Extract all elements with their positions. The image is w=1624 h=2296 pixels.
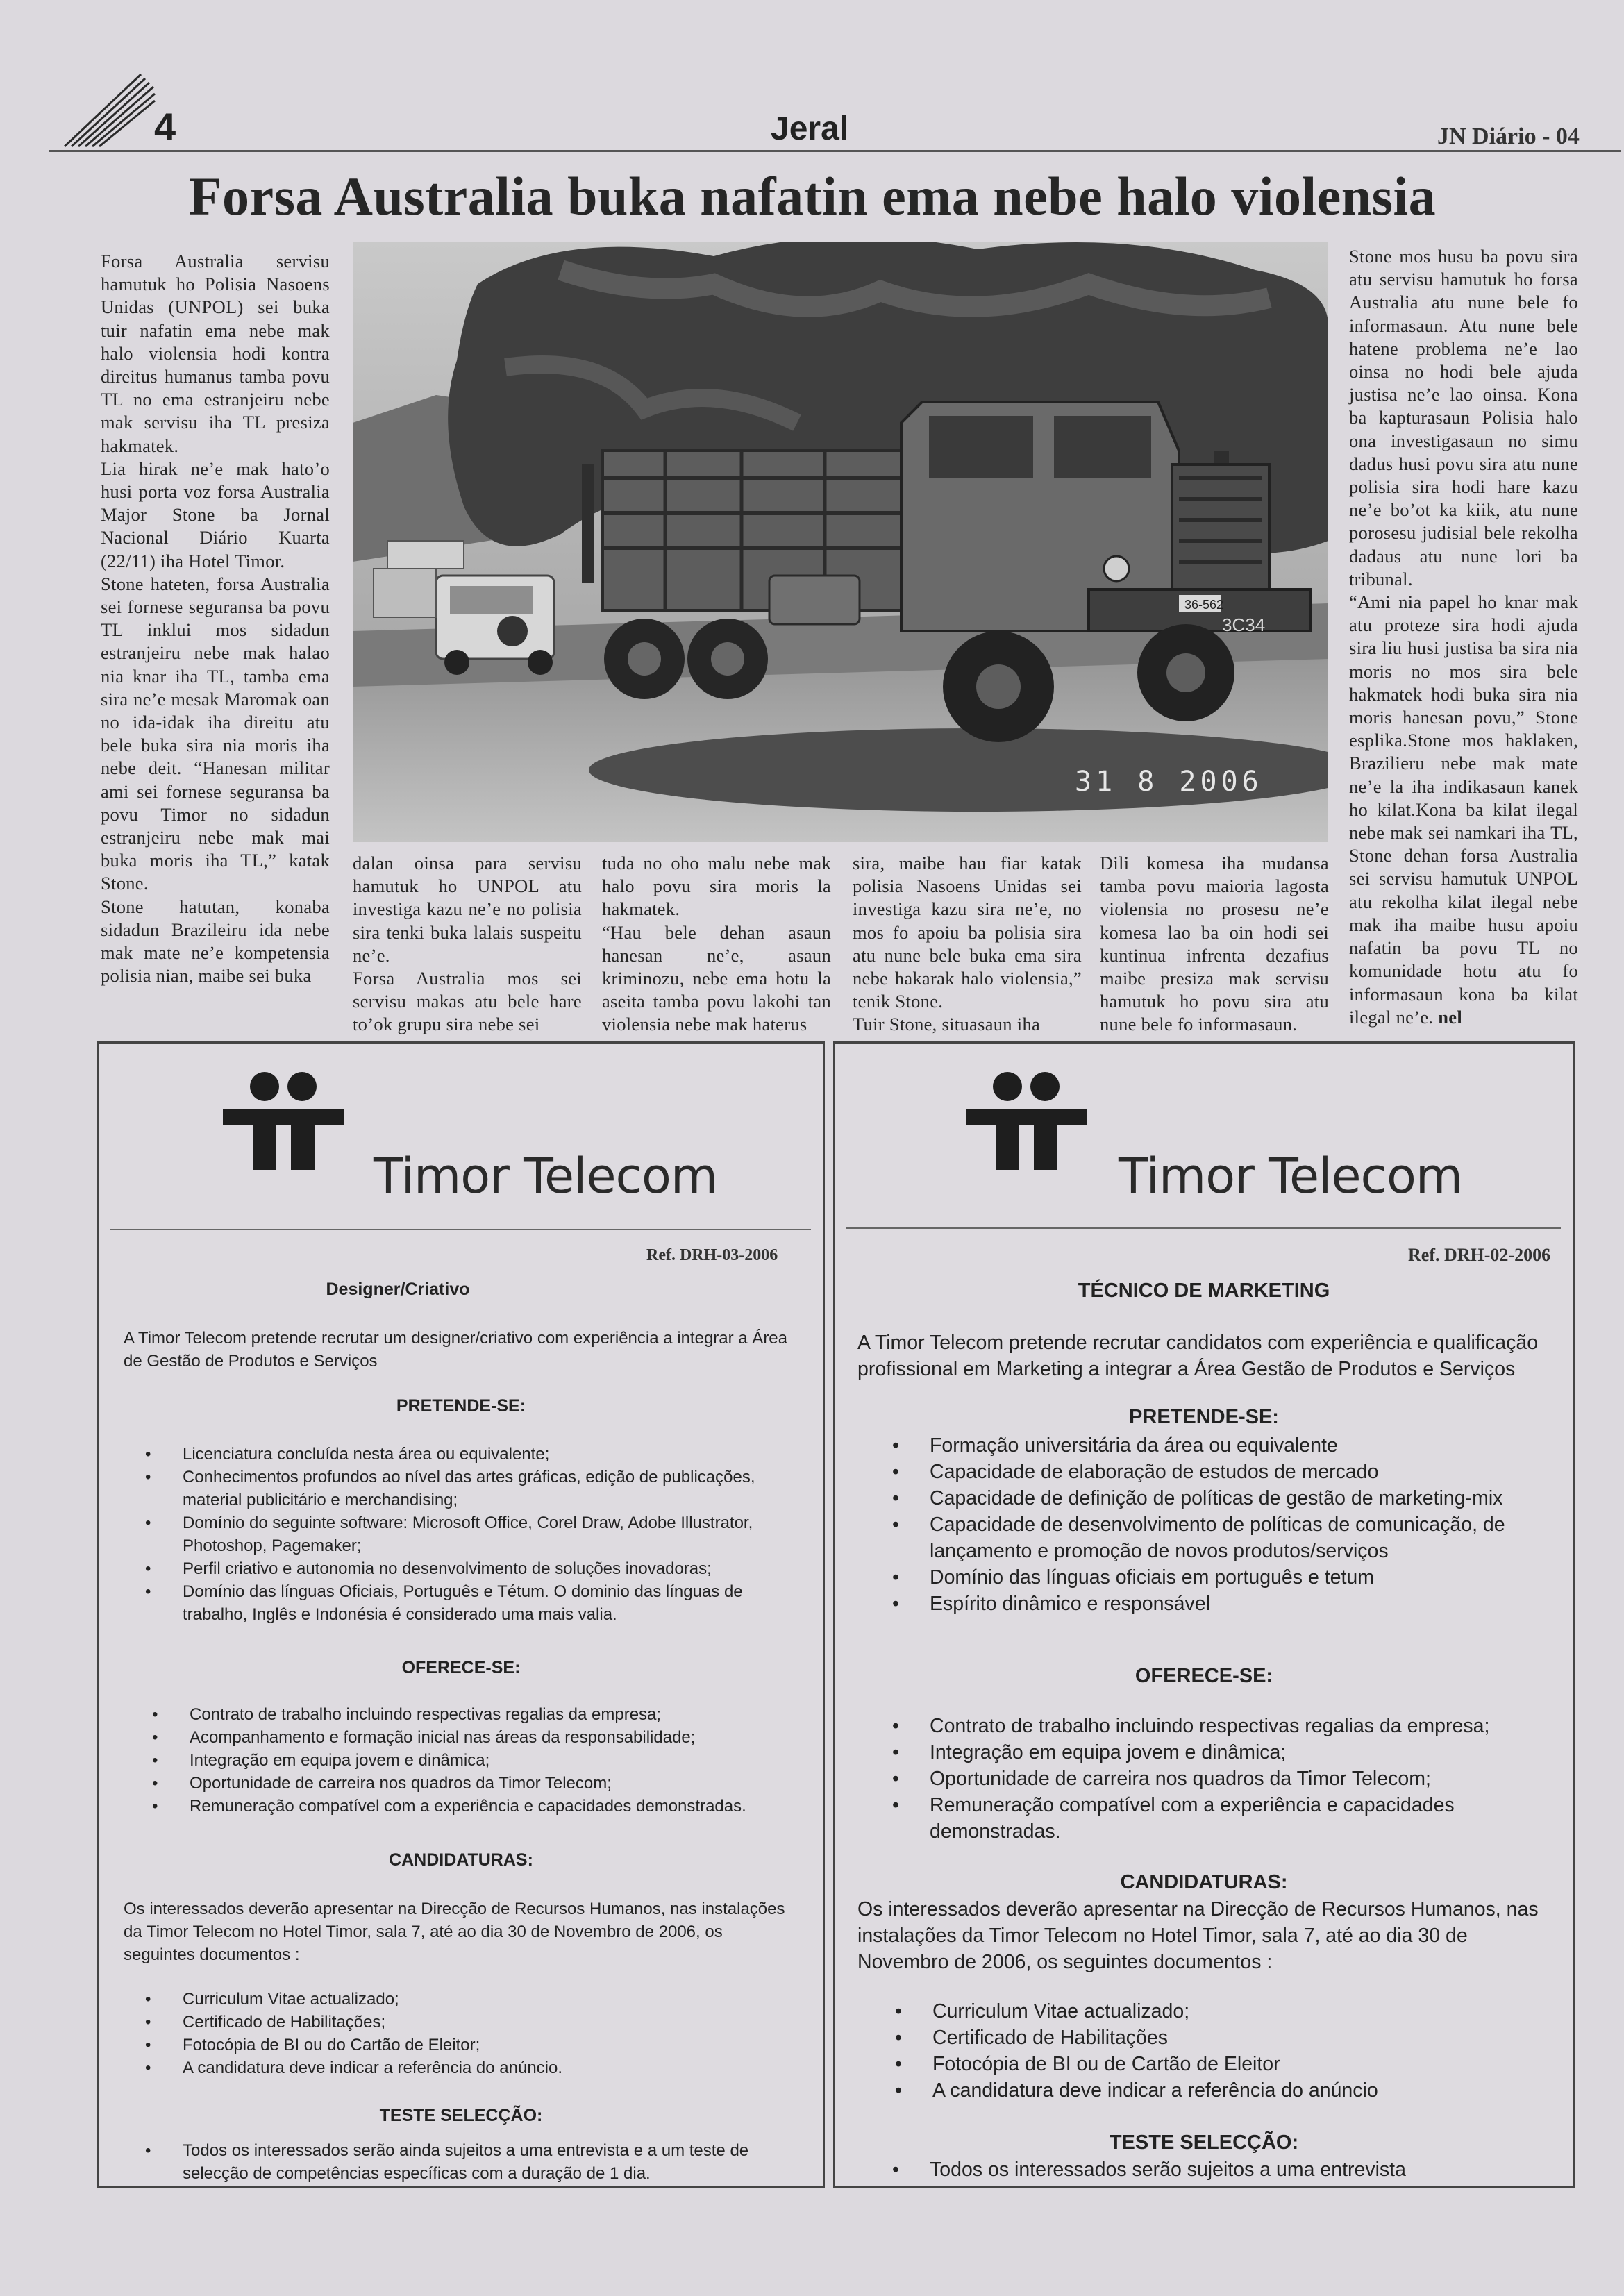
ad-offer-title: OFERECE-SE:	[1135, 1665, 1273, 1687]
ad-reference: Ref. DRH-03-2006	[646, 1246, 778, 1264]
ad-apply-title: CANDIDATURAS:	[1120, 1871, 1288, 1893]
paragraph: “Hau bele dehan asaun hanesan ne’e, asaun kriminozu, nebe ema hotu la aseita tamba povu lakohi tan violensia nebe mak haterus	[602, 921, 831, 1035]
list-item: • Fotocópia de BI ou do Cartão de Eleitor;	[141, 2034, 780, 2056]
paragraph	[1349, 591, 1578, 1029]
ad-test-list	[888, 2156, 1555, 2183]
paragraph: Lia hirak ne’e mak hato’o husi porta voz forsa Australia Major Stone ba Jornal Nacional Diário Kuarta (22/11) iha Hotel Timor.	[101, 458, 330, 571]
ad-requirements-title: PRETENDE-SE:	[396, 1396, 526, 1416]
paragraph-text: “Ami nia papel ho knar mak atu proteze sira hodi ajuda sira liu husi justisa ba sira nia moris no mos sira bele hakmatek hodi buka sira nia moris hanesan povu,” Stone esplika.Stone mos haklaken, Brazilieru nebe mak mate ne’e la iha indikasaun kanek ho kilat.Kona ba kilat ilegal nebe mak sei namkari iha TL, Stone dehan forsa Australia sei servisu hamutuk UNPOL atu rekolha kilat ilegal nebe mak iha maibe husu apoiu nafatin ba povu TL no komunidade hotu atu fo informasaun kona ba kilat ilegal ne’e.	[1349, 592, 1578, 1028]
paragraph: sira, maibe hau fiar katak polisia Nasoens Unidas sei investiga kazu sira ne’e, no mos fo apoiu ba polisia sira atu nune bele buka ema sira nebe hakarak halo violensia,” tenik Stone.	[853, 853, 1082, 1012]
ad-documents-list	[141, 1988, 780, 2079]
list-item: • Curriculum Vitae actualizado;	[141, 1988, 780, 2011]
photo-plate-2: 3C34	[1222, 614, 1266, 635]
photo-date-stamp: 31 8 2006	[1075, 766, 1263, 798]
paragraph: Tuir Stone, situasaun iha	[853, 1014, 1041, 1035]
ad-offer-list	[148, 1703, 787, 1818]
list-item: • Domínio das línguas Oficiais, Português e Tétum. O dominio das línguas de trabalho, Inglês e Indonésia é considerado uma mais valia.	[141, 1580, 780, 1626]
ad-test-title: TESTE SELECÇÃO:	[1109, 2131, 1299, 2154]
ad-position: Designer/Criativo	[326, 1280, 470, 1299]
article-column-6	[1349, 245, 1578, 1029]
paragraph: dalan oinsa para servisu hamutuk ho UNPOL atu investiga kazu ne’e no polisia sira tenki buka lalais suspeitu ne’e.	[353, 853, 582, 966]
list-item: • Formação universitária da área ou equivalente	[888, 1432, 1555, 1459]
ad-requirements-list	[888, 1432, 1555, 1617]
list-item: • Contrato de trabalho incluindo respectivas regalias da empresa;	[888, 1713, 1555, 1739]
list-item: • Oportunidade de carreira nos quadros da Timor Telecom;	[888, 1766, 1555, 1792]
list-item: • Remuneração compatível com a experiência e capacidades demonstradas.	[148, 1795, 787, 1818]
article-column-3	[602, 852, 831, 1037]
ad-offer-title: OFERECE-SE:	[401, 1658, 521, 1677]
ad-brand: Timor Telecom	[1119, 1148, 1463, 1205]
paragraph: Stone mos husu ba povu sira atu servisu hamutuk ho forsa Australia atu nune bele fo informasaun. Atu nune bele hatene problema ne’e lao oinsa no hodi bele ajuda justisa ne’e lao oinsa. Kona ba kapturasaun Polisia halo ona investigasaun no simu dadus husi povu sira atu nune polisia sira hodi hare kazu ne’e bo’ot ka kiik, atu nune porosesu judisial bele rekolha dadaus atu nune lori ba tribunal.	[1349, 246, 1578, 589]
paragraph: tuda no oho malu nebe mak halo povu sira moris la hakmatek.	[602, 853, 831, 920]
list-item: • Integração em equipa jovem e dinâmica;	[148, 1749, 787, 1772]
article-column-5	[1100, 852, 1329, 1037]
ad-apply-text: Os interessados deverão apresentar na Direcção de Recursos Humanos, nas instalações da Timor Telecom no Hotel Timor, sala 7, até ao dia 30 de Novembro de 2006, os seguintes documentos :	[124, 1900, 785, 1964]
article-headline: Forsa Australia buka nafatin ema nebe halo violensia	[188, 166, 1437, 226]
ad-reference: Ref. DRH-02-2006	[1408, 1245, 1551, 1265]
list-item: • Oportunidade de carreira nos quadros da Timor Telecom;	[148, 1772, 787, 1795]
ad-divider	[846, 1227, 1561, 1229]
section-title: Jeral	[771, 110, 849, 147]
ad-apply-text: Os interessados deverão apresentar na Direcção de Recursos Humanos, nas instalações da Timor Telecom no Hotel Timor, sala 7, até ao dia 30 de Novembro de 2006, os seguintes documentos :	[857, 1898, 1539, 1973]
list-item: • Certificado de Habilitações	[891, 2025, 1557, 2051]
ad-requirements-title: PRETENDE-SE:	[1129, 1406, 1279, 1428]
list-item: • Contrato de trabalho incluindo respectivas regalias da empresa;	[148, 1703, 787, 1726]
ad-offer-list	[888, 1713, 1555, 1845]
list-item: • Capacidade de definição de políticas de gestão de marketing-mix	[888, 1485, 1555, 1511]
list-item: • Fotocópia de BI ou de Cartão de Eleitor	[891, 2051, 1557, 2077]
ad-apply-title: CANDIDATURAS:	[389, 1850, 533, 1870]
paragraph: Forsa Australia servisu hamutuk ho Polisia Nasoens Unidas (UNPOL) sei buka tuir nafatin ema nebe mak halo violensia hodi kontra direitus humanus tamba povu TL no ema estranjeiru nebe mak servisu iha TL presiza hakmatek.	[101, 251, 330, 456]
photo-plate: 36-562	[1184, 598, 1224, 612]
list-item: • Certificado de Habilitações;	[141, 2011, 780, 2034]
list-item: • A candidatura deve indicar a referência do anúncio	[891, 2077, 1557, 2104]
paragraph: Dili komesa iha mudansa tamba povu maioria lagosta violensia no prosesu ne’e komesa lao ba oin hodi sei kuntinua infrenta dezafius maibe presiza mak servisu hamutuk ho povu sira atu nune bele fo informasaun.	[1100, 853, 1329, 1035]
job-ad-marketing	[833, 1041, 1575, 2188]
ad-brand: Timor Telecom	[374, 1148, 718, 1205]
timor-telecom-logo-icon	[223, 1070, 344, 1171]
list-item: • Domínio das línguas oficiais em português e tetum	[888, 1564, 1555, 1591]
list-item: • Capacidade de desenvolvimento de políticas de comunicação, de lançamento e promoção de novos produtos/serviços	[888, 1511, 1555, 1564]
article-photo	[353, 242, 1328, 842]
paragraph: Stone hatutan, konaba sidadun Brazileiru ida nebe mak mate ne’e kompetensia polisia nian, maibe sei buka	[101, 896, 330, 987]
list-item: • Espírito dinâmico e responsável	[888, 1591, 1555, 1617]
list-item: • Curriculum Vitae actualizado;	[891, 1998, 1557, 2025]
job-ad-designer	[97, 1041, 825, 2188]
article-column-2	[353, 852, 582, 1037]
list-item: • Capacidade de elaboração de estudos de mercado	[888, 1459, 1555, 1485]
ad-test-title: TESTE SELECÇÃO:	[379, 2106, 543, 2125]
timor-telecom-logo-icon	[966, 1070, 1087, 1171]
list-item: • Todos os interessados serão ainda sujeitos a uma entrevista e a um teste de selecção de competências específicas com a duração de 1 dia.	[141, 2139, 780, 2185]
hatch-logo-icon	[59, 73, 156, 151]
header-rule	[49, 150, 1621, 152]
ad-intro: A Timor Telecom pretende recrutar candidatos com experiência e qualificação profissional em Marketing a integrar a Área Gestão de Produtos e Serviços	[857, 1332, 1539, 1380]
paragraph: Stone hateten, forsa Australia sei fornese seguransa ba povu TL inklui mos sidadun estranjeiru nebe mak halao nia knar iha TL, tamba ema sira ne’e mesak Maromak oan no ida-idak iha direitu atu bele buka sira nia moris iha nebe deit. “Hanesan militar ami sei fornese seguransa ba povu Timor no sidadun estranjeiru nebe mak mai buka moris iha TL,” katak Stone.	[101, 573, 330, 894]
list-item: • Perfil criativo e autonomia no desenvolvimento de soluções inovadoras;	[141, 1557, 780, 1580]
paper-name: JN Diário - 04	[1437, 124, 1580, 149]
byline: nel	[1438, 1006, 1463, 1028]
list-item: • Conhecimentos profundos ao nível das artes gráficas, edição de publicações, material publicitário e merchandising;	[141, 1466, 780, 1511]
list-item: • Todos os interessados serão sujeitos a uma entrevista	[888, 2156, 1555, 2183]
list-item: • A candidatura deve indicar a referência do anúncio.	[141, 2056, 780, 2079]
list-item: • Integração em equipa jovem e dinâmica;	[888, 1739, 1555, 1766]
paragraph: Forsa Australia mos sei servisu makas atu bele hare to’ok grupu sira nebe sei	[353, 968, 582, 1035]
article-column-1	[101, 250, 330, 988]
list-item: • Remuneração compatível com a experiência e capacidades demonstradas.	[888, 1792, 1555, 1845]
ad-divider	[110, 1229, 811, 1230]
ad-test-list	[141, 2139, 780, 2185]
ad-intro: A Timor Telecom pretende recrutar um designer/criativo com experiência a integrar a Área de Gestão de Produtos e Serviços	[124, 1329, 788, 1371]
list-item: • Acompanhamento e formação inicial nas áreas da responsabilidade;	[148, 1726, 787, 1749]
ad-documents-list	[891, 1998, 1557, 2104]
ad-requirements-list	[141, 1443, 780, 1626]
page-number: 4	[154, 105, 176, 149]
list-item: • Licenciatura concluída nesta área ou equivalente;	[141, 1443, 780, 1466]
article-column-4	[853, 852, 1082, 1037]
ad-position: TÉCNICO DE MARKETING	[1078, 1280, 1330, 1302]
list-item: • Domínio do seguinte software: Microsoft Office, Corel Draw, Adobe Illustrator, Photoshop, Pagemaker;	[141, 1511, 780, 1557]
